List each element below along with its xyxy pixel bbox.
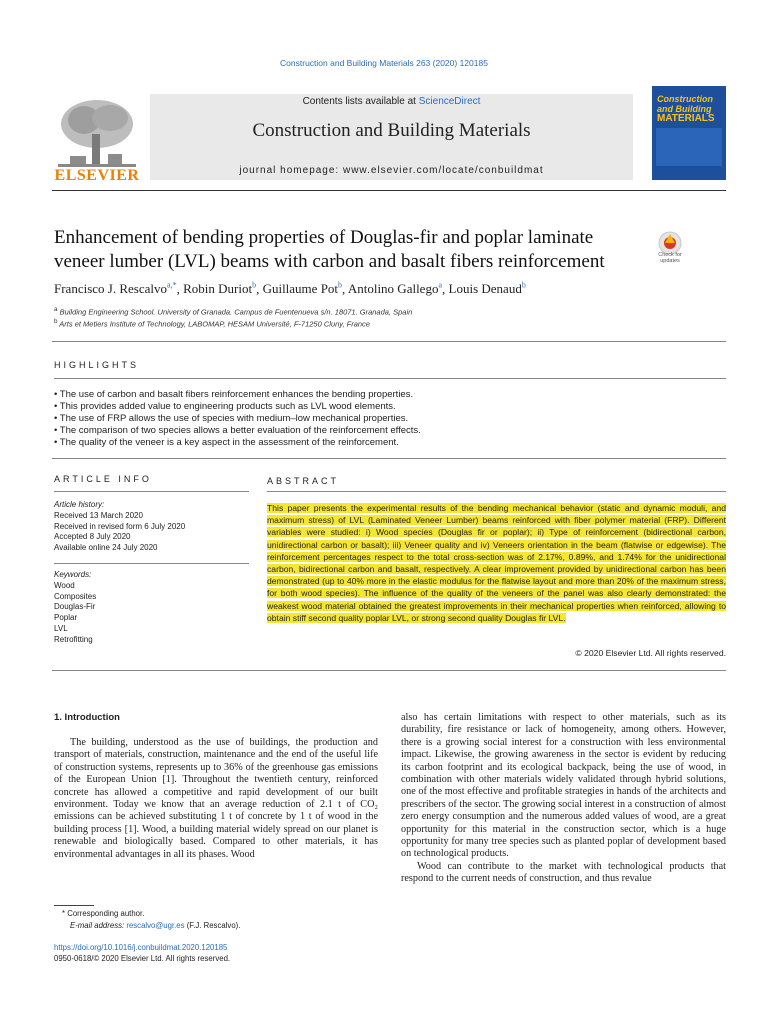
author[interactable]: Guillaume Pot$^b$ [262,281,343,297]
keyword: Poplar [54,613,78,623]
doi-link[interactable]: https://doi.org/10.1016/j.conbuildmat.2020.120185 [54,943,228,952]
keyword: LVL [54,623,68,633]
author[interactable]: Robin Duriot$^b$ [183,281,257,297]
history-item: Received 13 March 2020 [54,510,143,520]
corresponding-author-note: * Corresponding author. [62,909,145,918]
author[interactable]: Francisco J. Rescalvo$^{a,*}$ [54,281,177,297]
divider [267,491,726,492]
abstract-copyright: © 2020 Elsevier Ltd. All rights reserved. [575,648,726,658]
divider [52,341,726,342]
keyword: Composites [54,591,97,601]
article-history [54,500,249,554]
journal-homepage[interactable]: journal homepage: www.elsevier.com/locate/conbuildmat [239,165,544,176]
publisher-name: ELSEVIER [54,167,140,184]
paragraph: The building, understood as the use of buildings, the production and transport of materials, construction, maintenance and the end of the useful life of construction systems, represents up to 36% of the greenhouse gas emissions of the European Union [1]. Throughout the twentieth century, reinforced concrete has allowed a competitive and rapid development of our built environment. Today we know that an average reduction of 2.1 t of CO₂ emissions can be achieved substituting 1 t of concrete by 1 t of wood in the building process [1]. Wood, a building material widely spread on our planet is renewable and biologically based. Compared to other materials, it has environmental advantages in all its phases. Wood [54,737,378,860]
author[interactable]: Antolino Gallego$^a$ [347,281,443,297]
footnote-rule [54,905,94,906]
intro-left-column [54,737,378,861]
abstract-text [267,502,726,624]
divider [54,491,249,492]
keywords-label: Keywords: [54,570,92,579]
affiliation-b: $^b$ Arts et Metiers Institute of Technology, LABOMAP, HESAM Université, F-71250 Cluny, France [54,318,370,329]
journal-citation[interactable]: Construction and Building Materials 263 (2020) 120185 [280,58,488,68]
abstract-highlight: This paper presents the experimental results of the bending mechanical behavior (static and dynamic moduli, and maximum stress) of LVL (Laminated Veneer Lumber) beams reinforced with fiber polymer material (FRP). Different variables were studied: i) Wood species (Douglas fir or poplar); ii) Type of reinforcement (bidirectional carbon, unidirectional carbon or basalt); iii) Veneer quality and iv) Veneers orientation in the beam (flatwise or edgewise). The reinforcement percentages respect to the total cross-section was of 2.17%, 0.89%, and 1.74% for the unidirectional carbon, bidirectional carbon and basalt, respectively. A clear improvement provided by unidirectional carbon has been demonstrated (up to 40% more in the elastic modulus for the flatwise layout and more than 20% of the maximum stress, for both wood species). The influence of the quality of the veneers of the panel was also clearly demonstrated: the weakest wood material obtained the greatest improvements in their mechanical properties when reinforced, allowing to obtain stiff second quality poplar LVL, or strong second quality Douglas fir LVL. [267,503,726,623]
article-info-heading: ARTICLE INFO [54,474,152,484]
email-link[interactable]: rescalvo@ugr.es [126,921,185,930]
keywords [54,570,249,646]
header-rule [52,190,726,191]
highlights-heading: HIGHLIGHTS [54,360,140,370]
affiliation-a: $^a$ Building Engineering School. University of Granada. Campus de Fuentenueva s/n. 18071. Granada, Spain [54,306,413,317]
divider [54,378,726,379]
contents-prefix: Contents lists available at [302,96,419,107]
article-title: Enhancement of bending properties of Douglas-fir and poplar laminate veneer lumber (LVL) beams with carbon and basalt fibers reinforcement [54,227,605,272]
divider [52,458,726,459]
sciencedirect-link[interactable]: ScienceDirect [418,96,481,107]
highlights-list [54,389,724,449]
email-note: E-mail address: rescalvo@ugr.es (F.J. Rescalvo). [70,921,241,930]
history-item: Available online 24 July 2020 [54,543,158,553]
author-list: Francisco J. Rescalvo$^{a,*}$, Robin Duriot$^b$, Guillaume Pot$^b$, Antolino Gallego$^a$, Louis Denaud$^b$ [54,281,526,297]
author[interactable]: Louis Denaud$^b$ [448,281,526,297]
journal-cover-image [652,86,726,180]
keyword: Wood [54,580,75,590]
divider [52,670,726,671]
section-heading: 1. Introduction [54,712,120,723]
intro-right-column [401,712,726,886]
divider [54,563,249,564]
contents-line [150,96,633,107]
highlight-item: • This provides added value to engineering products such as LVL wood elements. [54,401,724,413]
cover-artwork [656,128,722,166]
keyword: Retrofitting [54,634,93,644]
cover-title: Construction and Building MATERIALS [657,94,715,124]
highlight-item: • The use of carbon and basalt fibers reinforcement enhances the bending properties. [54,389,724,401]
journal-title: Construction and Building Materials [252,120,531,141]
issn-line: 0950-0618/© 2020 Elsevier Ltd. All rights reserved. [54,954,231,963]
highlight-item: • The use of FRP allows the use of species with medium–low mechanical properties. [54,413,724,425]
highlight-item: • The quality of the veneer is a key aspect in the assessment of the reinforcement. [54,437,724,449]
history-label: Article history: [54,500,105,509]
crossmark-label[interactable]: Check for updates [658,252,682,264]
highlight-item: • The comparison of two species allows a better evaluation of the reinforcement effects. [54,425,724,437]
abstract-heading: ABSTRACT [267,476,340,486]
paragraph: Wood can contribute to the market with technological products that respond to the current needs of construction, and thus revalue [401,860,726,885]
paragraph: also has certain limitations with respect to other materials, such as its durability, fire resistance or lack of homogeneity, among others. However, there is a growing social interest for a construction with less environmental impact. Likewise, the growing awareness in the sector is evident by reducing its carbon footprint and its ecological backpack, being the use of wood, in combination with other materials widely validated through hybrid solutions, one of the most effective and profitable strategies in hands of the architects and prescribers of the sector. The growing social interest in a construction of almost zero energy consumption and the numerous added values of wood, are a great opportunity for this material in the construction sector, which is a huge opportunity for many tree species such as planted poplar of development based on technological products. [401,712,726,860]
history-item: Accepted 8 July 2020 [54,532,131,542]
keyword: Douglas-Fir [54,602,96,612]
history-item: Received in revised form 6 July 2020 [54,521,186,531]
